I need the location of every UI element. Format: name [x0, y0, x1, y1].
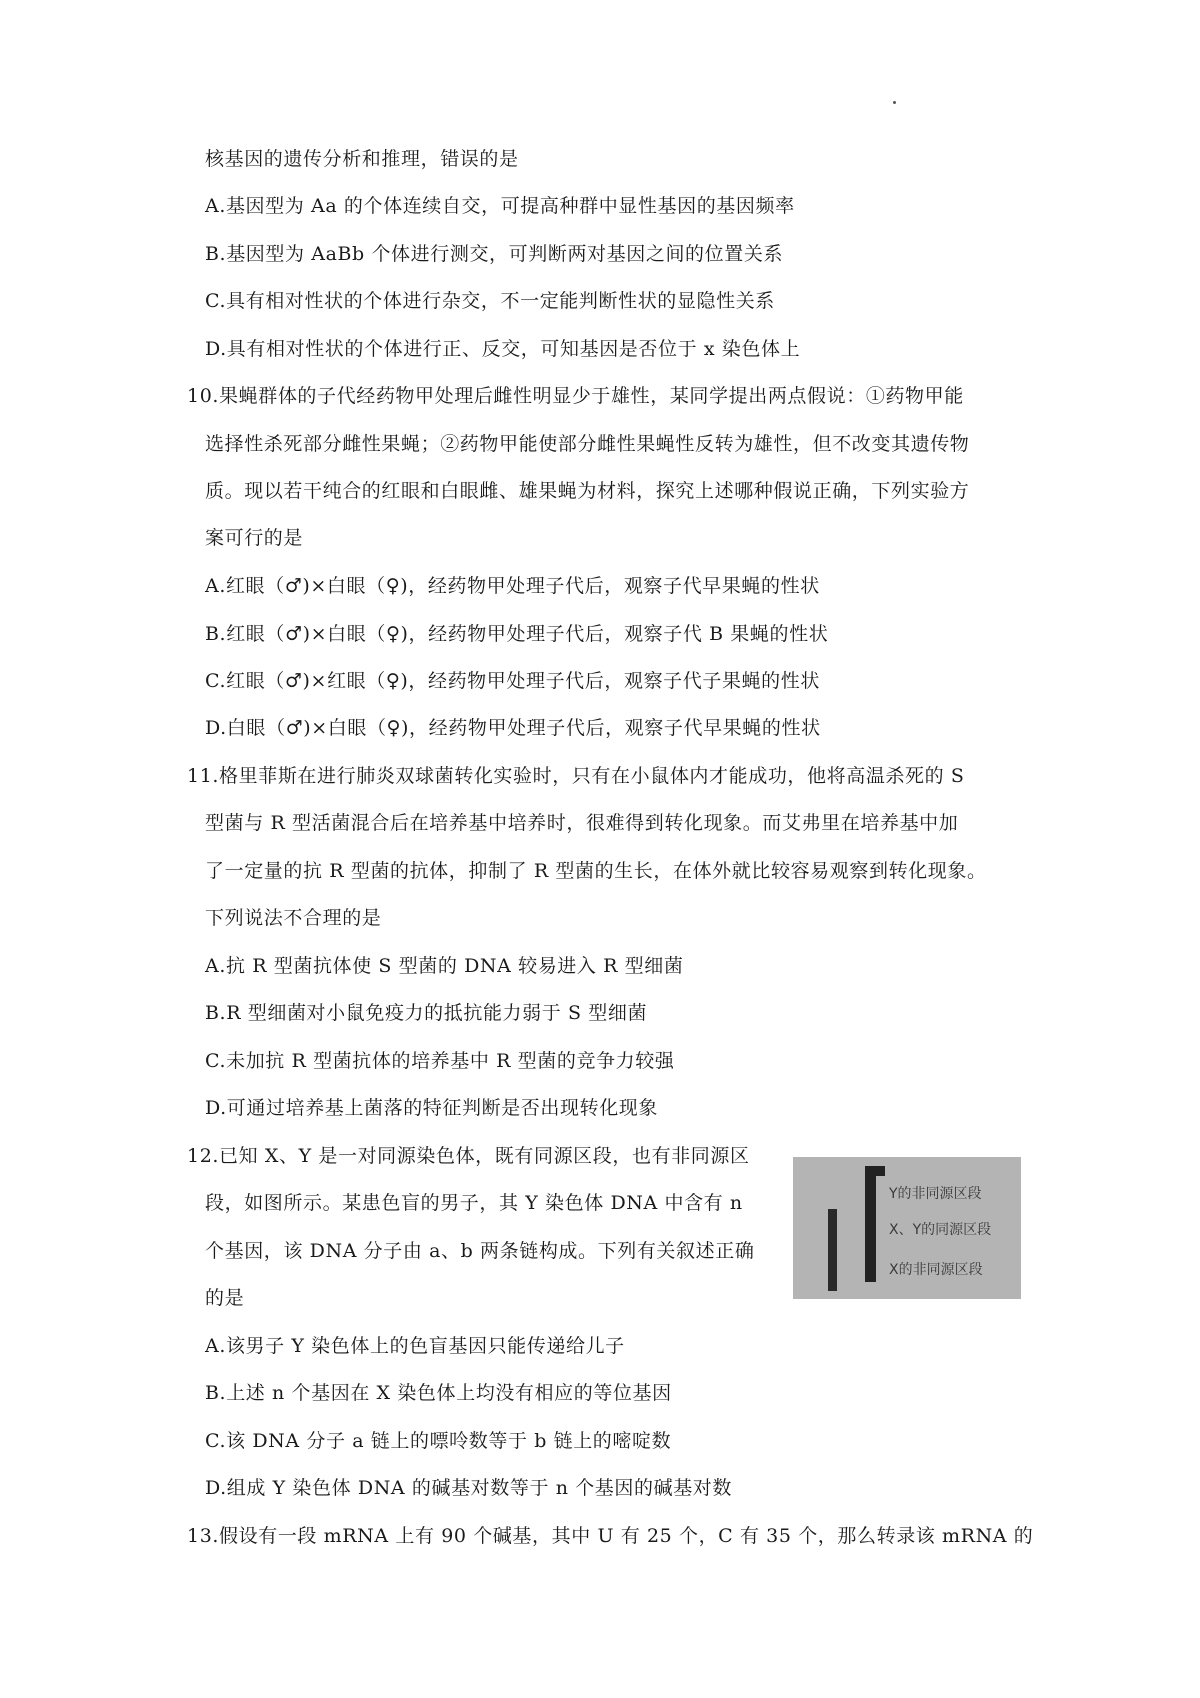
text-line: A.红眼（♂)×白眼（♀)，经药物甲处理子代后，观察子代早果蝇的性状 [205, 575, 820, 597]
text-line: B.上述 n 个基因在 X 染色体上均没有相应的等位基因 [205, 1382, 672, 1404]
x-chromosome-bar [828, 1209, 837, 1291]
label-xy-homologous: X、Y的同源区段 [889, 1222, 992, 1238]
text-line: 10.果蝇群体的子代经药物甲处理后雌性明显少于雄性，某同学提出两点假说：①药物甲能 [187, 385, 964, 407]
text-line: 个基因，该 DNA 分子由 a、b 两条链构成。下列有关叙述正确 [205, 1240, 755, 1262]
text-line: B.基因型为 AaBb 个体进行测交，可判断两对基因之间的位置关系 [205, 243, 784, 265]
text-line: D.可通过培养基上菌落的特征判断是否出现转化现象 [205, 1097, 658, 1119]
text-line: A.抗 R 型菌抗体使 S 型菌的 DNA 较易进入 R 型细菌 [205, 955, 684, 977]
page-speck [893, 101, 896, 104]
text-line: 型菌与 R 型活菌混合后在培养基中培养时，很难得到转化现象。而艾弗里在培养基中加 [205, 812, 959, 834]
label-x-nonhomologous: X的非同源区段 [889, 1262, 983, 1278]
text-line: C.未加抗 R 型菌抗体的培养基中 R 型菌的竞争力较强 [205, 1050, 675, 1072]
text-line: B.R 型细菌对小鼠免疫力的抵抗能力弱于 S 型细菌 [205, 1002, 648, 1024]
text-line: 选择性杀死部分雌性果蝇；②药物甲能使部分雌性果蝇性反转为雄性，但不改变其遗传物 [205, 433, 970, 455]
y-chromosome-bar [865, 1166, 876, 1282]
text-line: 11.格里菲斯在进行肺炎双球菌转化实验时，只有在小鼠体内才能成功，他将高温杀死的 S [187, 765, 965, 787]
text-line: D.白眼（♂)×白眼（♀)，经药物甲处理子代后，观察子代早果蝇的性状 [205, 717, 821, 739]
y-chromosome-hook [865, 1166, 885, 1176]
chromosome-figure [793, 1157, 1021, 1299]
text-line: 了一定量的抗 R 型菌的抗体，抑制了 R 型菌的生长，在体外就比较容易观察到转化现象。 [205, 860, 987, 882]
text-line: 12.已知 X、Y 是一对同源染色体，既有同源区段，也有非同源区 [187, 1145, 750, 1167]
label-y-nonhomologous: Y的非同源区段 [889, 1186, 982, 1202]
text-line: A.基因型为 Aa 的个体连续自交，可提高种群中显性基因的基因频率 [205, 195, 795, 217]
text-line: 质。现以若干纯合的红眼和白眼雌、雄果蝇为材料，探究上述哪种假说正确，下列实验方 [205, 480, 970, 502]
text-line: D.具有相对性状的个体进行正、反交，可知基因是否位于 x 染色体上 [205, 338, 801, 360]
text-line: 案可行的是 [205, 527, 304, 549]
text-line: C.该 DNA 分子 a 链上的嘌呤数等于 b 链上的嘧啶数 [205, 1430, 672, 1452]
text-line: D.组成 Y 染色体 DNA 的碱基对数等于 n 个基因的碱基对数 [205, 1477, 732, 1499]
text-line: B.红眼（♂)×白眼（♀)，经药物甲处理子代后，观察子代 B 果蝇的性状 [205, 623, 829, 645]
text-line: C.具有相对性状的个体进行杂交，不一定能判断性状的显隐性关系 [205, 290, 775, 312]
text-line: 的是 [205, 1287, 245, 1309]
text-line: 核基因的遗传分析和推理，错误的是 [205, 148, 519, 170]
text-line: C.红眼（♂)×红眼（♀)，经药物甲处理子代后，观察子代子果蝇的性状 [205, 670, 820, 692]
text-line: 下列说法不合理的是 [205, 907, 382, 929]
text-line: 13.假设有一段 mRNA 上有 90 个碱基，其中 U 有 25 个，C 有 35 个，那么转录该 mRNA 的 [187, 1525, 1034, 1547]
text-line: 段，如图所示。某患色盲的男子，其 Y 染色体 DNA 中含有 n [205, 1192, 743, 1214]
text-line: A.该男子 Y 染色体上的色盲基因只能传递给儿子 [205, 1335, 625, 1357]
